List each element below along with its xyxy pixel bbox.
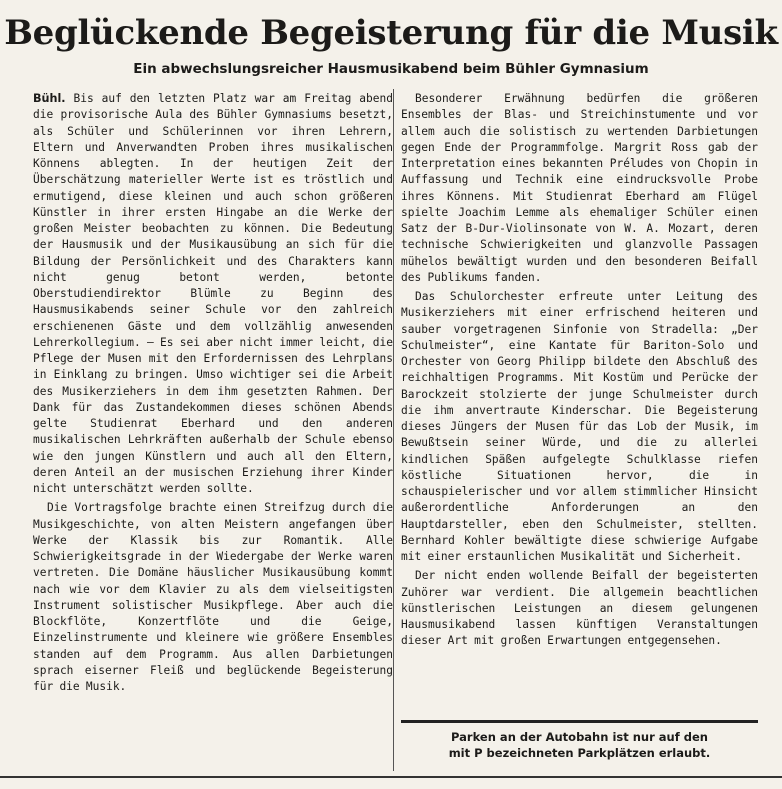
subheadline: Ein abwechslungsreicher Hausmusikabend beim Bühler Gymnasium [133,61,649,77]
article-paragraph: Besonderer Erwähnung bedürfen die größeren Ensembles der Blas- und Streichinstumente und vor allem auch die solistisch zu wertenden Darbietungen gegen Ende der Programmfolge. Margrit Ross gab der Interpretation eines bekannten Préludes von Chopin in Auffassung und Technik eine eindrucksvolle Probe ihres Könnens. Mit Studienrat Eberhard am Flügel spielte Joachim Lemme als ehemaliger Schüler einen Satz der B-Dur-Violinsonate von W. A. Mozart, deren technische Schwierigkeiten und glanzvolle Passagen mühelos bewältigt wurden und den besonderen Beifall des Publikums fanden. [401,92,758,284]
article-paragraph: Das Schulorchester erfreute unter Leitung des Musikerziehers mit einer erfrischend heiteren und sauber vorgetragenen Sinfonie von Stradella: „Der Schulmeister“, eine Kantate für Bariton-Solo und Orchester von Georg Philipp bildete den Abschluß des reichhaltigen Programms. Mit Kostüm und Perücke der Barockzeit stolzierte der junge Schulmeister durch die ihm anvertraute Kinderschar. Die Begeisterung dieses Jüngers der Musen für das Lob der Musik, im Bewußtsein seiner Würde, und die zu allerlei kindlichen Späßen aufgelegte Schulklasse riefen köstliche Situationen hervor, die in schauspielerischer und vor allem stimmlicher Hinsicht außerordentliche Anforderungen an den Hauptdarsteller, eben den Schulmeister, stellten. Bernhard Kohler bewältigte diese schwierige Aufgabe mit einer erstaunlichen Musikalität und Sicherheit. [401,290,758,563]
column-divider [393,89,394,771]
article-paragraph: Die Vortragsfolge brachte einen Streifzug durch die Musikgeschichte, von alten Meistern angefangen über Werke der Klassik bis zur Romantik. Alle Schwierigkeitsgrade in der Wiedergabe der Werke waren vertreten. Die Domäne häuslicher Musikausübung kommt nach wie vor dem Klavier zu als dem vielseitigsten Instrument solistischer Musikpflege. Aber auch die Blockflöte, Konzertflöte und die Geige, Einzelinstrumente und kleinere wie größere Ensembles standen auf dem Programm. Aus allen Darbietungen sprach eiserner Fleiß und beglückende Begeisterung für die Musik. [33,501,393,693]
dateline: Bühl. [33,92,66,105]
article-paragraph [33,91,393,497]
bottom-rule [0,776,782,778]
paragraph-text: Bis auf den letzten Platz war am Freitag abend die provisorische Aula des Bühler Gymnasiums besetzt, als Schüler und Schülerinnen vor ihren Lehrern, Eltern und Anverwandten Proben ihres musikalischen Könnens ablegten. In der heutigen Zeit der Überschätzung materieller Werte ist es tröstlich und ermutigend, diese kleinen und auch schon größeren Künstler in ihrer ersten Hingabe an die Werke der großen Meister beobachten zu können. Die Bedeutung der Hausmusik und der Musikausübung an sich für die Bildung der Persönlichkeit und des Charakters kann nicht genug betont werden, betonte Oberstudiendirektor Blümle zu Beginn des Hausmusikabends seiner Schule vor den zahlreich erschienenen Gäste und dem vollzählig anwesenden Lehrerkollegium. — Es sei aber nicht immer leicht, die Pflege der Musen mit den Erfordernissen des Lehrplans in Einklang zu bringen. Umso wichtiger sei die Arbeit des Musikerziehers in dem ihm gesetzten Rahmen. Der Dank für das Zustandekommen dieses schönen Abends gelte Studienrat Eberhard und den anderen musikalischen Lehrkräften außerhalb der Schule ebenso wie den jungen Künstlern und auch all den Eltern, deren Anteil an der musischen Erziehung ihrer Kinder nicht unterschätzt werden sollte. [33,92,393,495]
article-column-right [401,91,758,653]
parking-notice [401,720,758,761]
article-paragraph: Der nicht enden wollende Beifall der begeisterten Zuhörer war verdient. Die allgemein beachtlichen künstlerischen Leistungen an diesem gelungenen Hausmusikabend lassen künftigen Veranstaltungen dieser Art mit großen Erwartungen entgegensehen. [401,569,758,648]
notice-line: mit P bezeichneten Parkplätzen erlaubt. [448,746,711,760]
notice-line: Parken an der Autobahn ist nur auf den [451,730,708,744]
article-column-left [33,91,393,698]
headline: Beglückende Begeisterung für die Musik [4,13,778,53]
